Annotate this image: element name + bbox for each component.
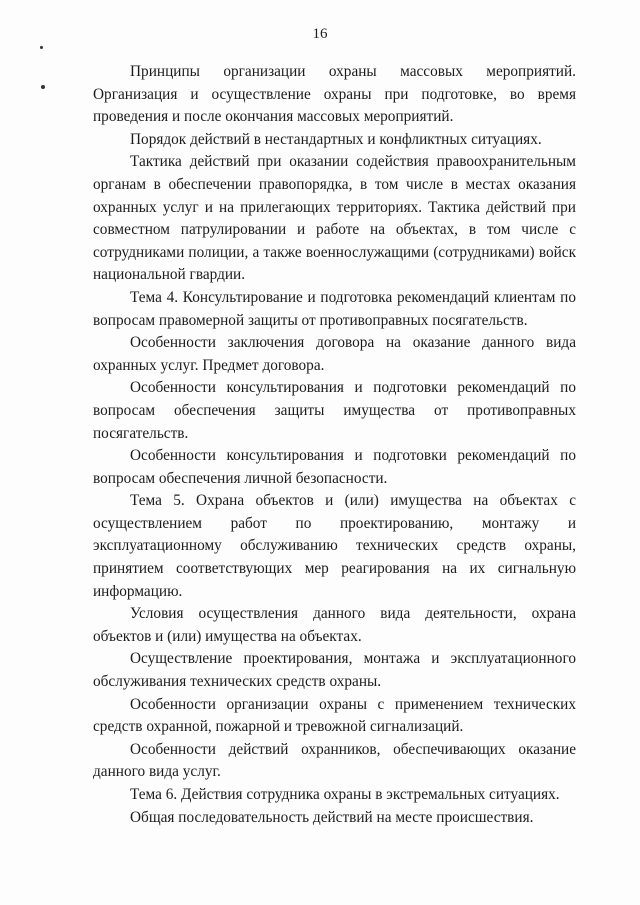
topic-heading: Тема 6. Действия сотрудника охраны в экстремальных ситуациях. <box>130 786 560 803</box>
topic-heading: Тема 4. Консультирование и подготовка рекомендаций клиентам по вопросам правомерной защиты от противоправных посягательств. <box>93 288 576 329</box>
scan-speck <box>41 85 45 89</box>
page-body <box>93 61 576 829</box>
paragraph: Условия осуществления данного вида деятельности, охрана объектов и (или) имущества на объектах. <box>93 605 576 645</box>
paragraph: Тактика действий при оказании содействия правоохранительным органам в обеспечении правопорядка, в том числе в местах оказания охранных услуг и на прилегающих территориях. Тактика действий при совместном патрулировании и работе на объектах, в том числе с сотрудниками полиции, а также военнослужащими (сотрудниками) войск национальной гвардии. <box>93 153 576 284</box>
paragraph: Особенности заключения договора на оказание данного вида охранных услуг. Предмет договора. <box>93 334 576 374</box>
scan-speck <box>40 46 43 49</box>
paragraph: Особенности консультирования и подготовки рекомендаций по вопросам обеспечения личной безопасности. <box>93 447 576 487</box>
paragraph: Принципы организации охраны массовых мероприятий. Организация и осуществление охраны при подготовке, во время проведения и после окончания массовых мероприятий. <box>93 63 576 126</box>
topic-heading: Тема 5. Охрана объектов и (или) имущества на объектах с осуществлением работ по проектированию, монтажу и эксплуатационному обслуживанию технических средств охраны, принятием соответствующих мер реагирования на их сигнальную информацию. <box>93 492 576 600</box>
paragraph: Порядок действий в нестандартных и конфликтных ситуациях. <box>130 130 542 148</box>
paragraph: Осуществление проектирования, монтажа и эксплуатационного обслуживания технических средств охраны. <box>93 650 576 691</box>
paragraph: Особенности организации охраны с применением технических средств охранной, пожарной и тревожной сигнализаций. <box>93 695 576 736</box>
page-number: 16 <box>312 26 328 42</box>
paragraph: Особенности консультирования и подготовки рекомендаций по вопросам обеспечения защиты имущества от противоправных посягательств. <box>93 379 576 442</box>
paragraph: Общая последовательность действий на месте происшествия. <box>130 808 534 826</box>
paragraph: Особенности действий охранников, обеспечивающих оказание данного вида услуг. <box>93 740 576 781</box>
